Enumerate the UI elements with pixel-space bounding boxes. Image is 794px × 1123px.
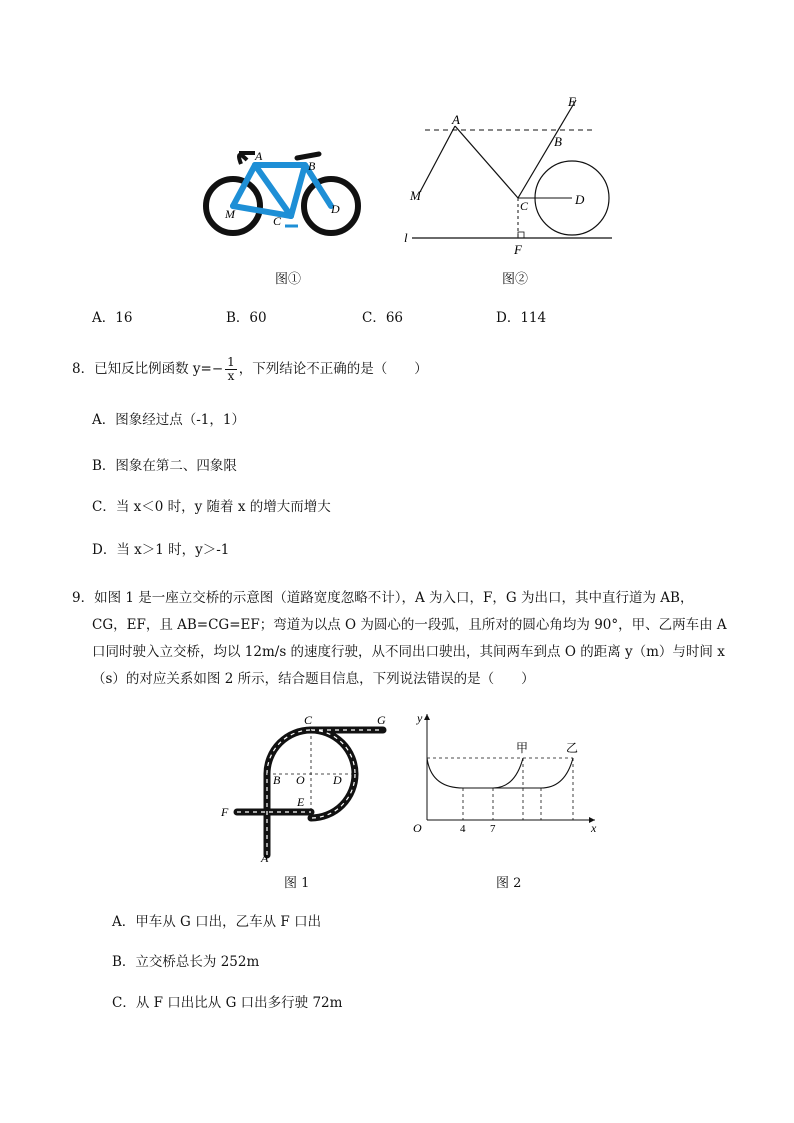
q9-fig2-caption: 图 2 <box>496 876 522 891</box>
curve-jia <box>427 758 523 788</box>
graph-label-yi: 乙 <box>566 741 579 755</box>
q7-fig1-caption: 图① <box>275 272 302 287</box>
graph-label-x: x <box>591 821 597 835</box>
graph-label-y: y <box>417 711 423 725</box>
q9-figure-2 <box>405 708 605 838</box>
bridge-label-e: E <box>297 795 305 809</box>
bridge-label-d: D <box>333 773 342 787</box>
geo-label-a: A <box>452 112 460 127</box>
q8-option-a: A．图象经过点（-1，1） <box>92 412 245 428</box>
geo-label-m: M <box>410 188 421 203</box>
geo-label-f: F <box>514 242 522 257</box>
q7-option-d: D．114 <box>496 310 547 326</box>
bike-label-b: B <box>308 159 316 173</box>
q9-option-a: A．甲车从 G 口出，乙车从 F 口出 <box>112 914 322 930</box>
geometry-figure <box>400 92 620 262</box>
graph-label-o: O <box>413 821 422 835</box>
geo-label-e: E <box>568 94 576 109</box>
curve-yi <box>493 758 573 788</box>
handlebar <box>239 155 247 164</box>
fraction: $\frac{1}{x}$ <box>227 355 235 383</box>
geo-label-b: B <box>554 134 562 149</box>
graph-tick-4: 4 <box>460 823 466 835</box>
q9-stem-line-4: （s）的对应关系如图 2 所示，结合题目信息，下列说法错误的是（ ） <box>92 671 535 687</box>
q7-figure-1 <box>195 138 365 248</box>
bridge-label-b: B <box>273 773 281 787</box>
bridge-label-f: F <box>221 805 229 819</box>
bridge-label-g: G <box>377 713 386 727</box>
geo-label-l: l <box>404 230 408 245</box>
q7-figure-2 <box>400 92 620 262</box>
q9-option-c: C．从 F 口出比从 G 口出多行驶 72m <box>112 995 343 1011</box>
q9-stem-line-2: CG，EF，且 AB=CG=EF；弯道为以点 O 为圆心的一段弧，且所对的圆心角均为 90°，甲、乙两车由 A <box>92 617 727 633</box>
bridge-label-a: A <box>261 851 269 865</box>
q9-fig1-caption: 图 1 <box>284 876 310 891</box>
bike-frame <box>233 165 331 216</box>
q8-stem: 8．已知反比例函数 y=− $\frac{1}{x}$ ，下列结论不正确的是（ ） <box>72 355 428 383</box>
q8-option-b: B．图象在第二、四象限 <box>92 458 237 474</box>
distance-time-graph <box>405 708 605 838</box>
saddle <box>297 154 319 158</box>
bike-label-m: M <box>225 207 235 221</box>
bike-label-c: C <box>273 214 282 228</box>
q9-figure-1 <box>215 710 395 865</box>
bridge-label-c: C <box>304 713 313 727</box>
bridge-label-o: O <box>296 773 305 787</box>
q7-option-a: A．16 <box>92 310 133 326</box>
q8-option-c: C．当 x＜0 时，y 随着 x 的增大而增大 <box>92 499 331 515</box>
q9-stem-line-1: 9．如图 1 是一座立交桥的示意图（道路宽度忽略不计），A 为入口，F，G 为出口，其中直行道为 AB， <box>72 590 694 606</box>
q9-stem-line-3: 口同时驶入立交桥，均以 12m/s 的速度行驶，从不同出口驶出，其间两车到点 O 的距离 y（m）与时间 x <box>92 644 725 660</box>
geo-label-d: D <box>575 192 585 207</box>
q7-option-b: B．60 <box>226 310 267 326</box>
q7-option-c: C．66 <box>362 310 404 326</box>
q7-fig2-caption: 图② <box>502 272 529 287</box>
geo-label-c: C <box>520 199 529 213</box>
bridge-figure <box>215 710 395 865</box>
bike-label-a: A <box>255 149 263 163</box>
bike-label-d: D <box>331 202 340 216</box>
q8-number: 8． <box>72 361 95 377</box>
q9-option-b: B．立交桥总长为 252m <box>112 954 260 970</box>
right-angle-mark <box>518 232 524 238</box>
bicycle-figure <box>195 138 365 248</box>
graph-label-jia: 甲 <box>516 741 529 755</box>
graph-tick-7: 7 <box>490 823 496 835</box>
q8-option-d: D．当 x＞1 时，y＞-1 <box>92 542 230 558</box>
